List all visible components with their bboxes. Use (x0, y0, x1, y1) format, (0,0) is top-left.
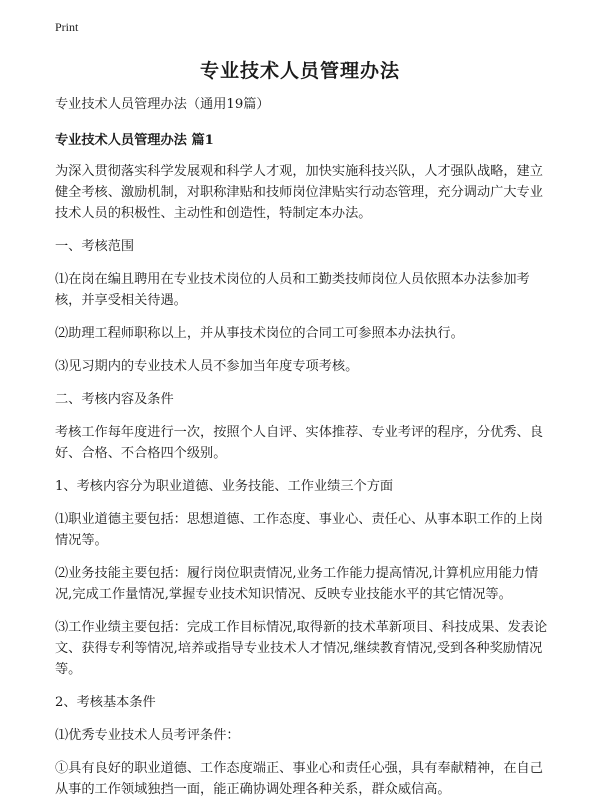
content-paragraph: 考核工作每年度进行一次，按照个人自评、实体推荐、专业考评的程序，分优秀、良好、合格、不合格四个级别。 (55, 425, 543, 461)
scope-item-3: ⑶见习期内的专业技术人员不参加当年度专项考核。 (55, 359, 359, 374)
subsection-heading-conditions: 2、考核基本条件 (55, 695, 156, 710)
condition-item-excellent: ⑴优秀专业技术人员考评条件： (55, 728, 240, 743)
section-heading-content: 二、考核内容及条件 (55, 392, 174, 407)
article-heading: 专业技术人员管理办法 篇1 (55, 133, 214, 148)
aspect-item-performance: ⑶工作业绩主要包括：完成工作目标情况,取得新的技术革新项目、科技成果、发表论文、获得专利等情况,培养或指导专业技术人才情况,继续教育情况,受到各种奖励情况等。 (55, 620, 548, 677)
condition-subitem-1: ①具有良好的职业道德、工作态度端正、事业心和责任心强，具有奉献精神，在自己从事的工作领域独挡一面，能正确协调处理各种关系，群众威信高。 (55, 761, 543, 797)
document-subtitle: 专业技术人员管理办法（通用19篇） (55, 97, 270, 112)
section-heading-scope: 一、考核范围 (55, 239, 135, 254)
aspect-item-skills: ⑵业务技能主要包括：履行岗位职责情况,业务工作能力提高情况,计算机应用能力情况,完成工作量情况,掌握专业技术知识情况、反映专业技能水平的其它情况等。 (55, 566, 539, 602)
scope-item-1: ⑴在岗在编且聘用在专业技术岗位的人员和工勤类技师岗位人员依照本办法参加考核，并享受相关待遇。 (55, 272, 530, 308)
aspect-item-ethics: ⑴职业道德主要包括：思想道德、工作态度、事业心、责任心、从事本职工作的上岗情况等。 (55, 512, 543, 548)
document-title: 专业技术人员管理办法 (199, 60, 400, 82)
subsection-heading-aspects: 1、考核内容分为职业道德、业务技能、工作业绩三个方面 (55, 479, 394, 494)
print-link[interactable]: Print (55, 20, 79, 34)
scope-item-2: ⑵助理工程师职称以上，并从事技术岗位的合同工可参照本办法执行。 (55, 326, 464, 341)
document-body (55, 94, 550, 812)
intro-paragraph: 为深入贯彻落实科学发展观和科学人才观，加快实施科技兴队，人才强队战略，建立健全考核、激励机制，对职称津贴和技师岗位津贴实行动态管理，充分调动广大专业技术人员的积极性、主动性和创造性，特制定本办法。 (55, 164, 543, 221)
